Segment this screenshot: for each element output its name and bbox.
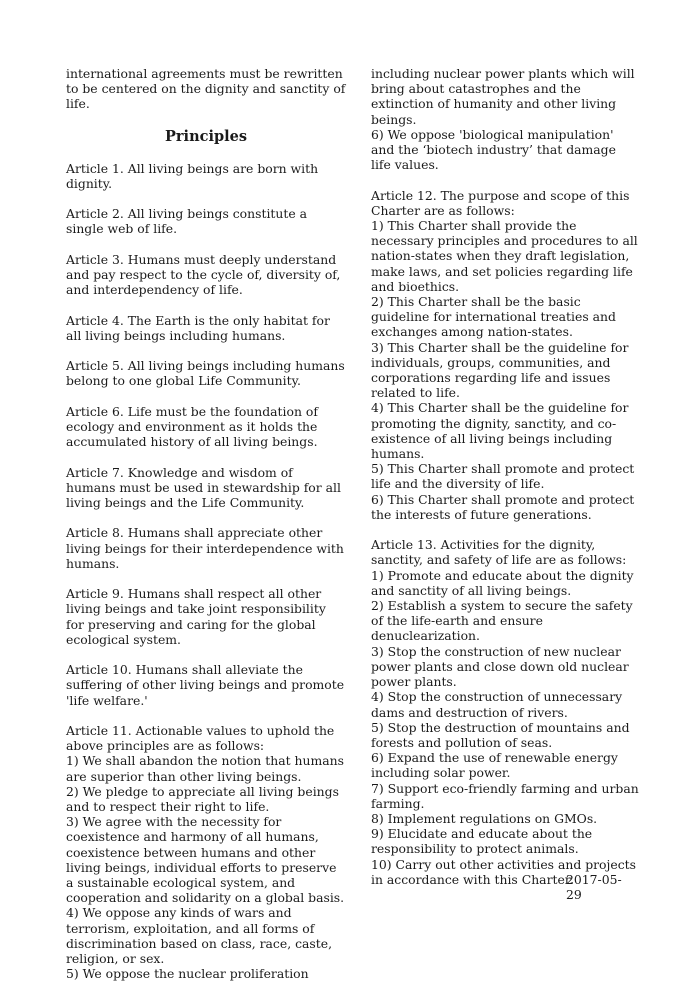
article-13-item: 6) Expand the use of renewable energy including solar power. [371,750,618,781]
article-10: Article 10. Humans shall alleviate the suffering of other living beings and promote 'life welfare.' [66,662,345,708]
article-13-intro: Article 13. Activities for the dignity, sanctity, and safety of life are as follows: [371,537,627,568]
document-date: 2017-05-29 [566,872,622,903]
section-heading: Principles [165,127,247,145]
article-9: Article 9. Humans shall respect all other living beings and take joint responsibility for preserving and caring for the global ecological system. [66,586,326,647]
article-11-item: 2) We pledge to appreciate all living beings and to respect their right to life. [66,783,339,814]
article-11-item: 5) We oppose the nuclear proliferation [66,966,309,982]
article-4: Article 4. The Earth is the only habitat for all living beings including humans. [66,312,330,343]
article-12-item: 5) This Charter shall promote and protect life and the diversity of life. [371,461,635,492]
article-13-item: 4) Stop the construction of unnecessary dams and destruction of rivers. [371,689,623,720]
article-13-item: 1) Promote and educate about the dignity and sanctity of all living beings. [371,567,634,598]
intro-paragraph: international agreements must be rewritten to be centered on the dignity and sanctity of life. [66,66,346,112]
article-12-intro: Article 12. The purpose and scope of this Charter are as follows: [371,187,630,218]
article-13-item: 7) Support eco-friendly farming and urban farming. [371,780,639,811]
article-11-item: 3) We agree with the necessity for coexistence and harmony of all humans, coexistence between humans and other living beings, individual efforts to preserve a sustainable ecological system, and cooperation and solidarity on a global basis. [66,814,345,906]
article-13-item: 10) Carry out other activities and projects in accordance with this Charter. [371,856,636,887]
article-11 [66,723,346,981]
article-11-intro: Article 11. Actionable values to uphold the above principles are as follows: [66,722,335,754]
article-1: Article 1. All living beings are born with dignity. [66,160,319,191]
article-7: Article 7. Knowledge and wisdom of humans must be used in stewardship for all living beings and the Life Community. [66,464,341,510]
article-11-item: 6) We oppose 'biological manipulation' and the ‘biotech industry’ that damage life values. [371,126,616,173]
article-12-item: 2) This Charter shall be the basic guideline for international treaties and exchanges among nation-states. [371,294,616,340]
article-13-item: 3) Stop the construction of new nuclear power plants and close down old nuclear power plants. [371,643,629,690]
article-13 [371,537,639,887]
article-11-item: 4) We oppose any kinds of wars and terrorism, exploitation, and all forms of discrimination based on class, race, caste, religion, or sex. [66,905,333,967]
article-5: Article 5. All living beings including humans belong to one global Life Community. [66,358,345,389]
article-11-item: including nuclear power plants which will bring about catastrophes and the extinction of humanity and other living beings. [371,66,635,127]
article-13-item: 8) Implement regulations on GMOs. [371,810,598,826]
article-8: Article 8. Humans shall appreciate other living beings for their interdependence with humans. [66,525,344,571]
left-column [66,66,346,981]
article-12-item: 1) This Charter shall provide the necessary principles and procedures to all nation-states when they draft legislation, make laws, and set policies regarding life and bioethics. [371,218,638,294]
article-11-continued [371,66,639,172]
article-12-item: 3) This Charter shall be the guideline for individuals, groups, communities, and corporations regarding life and issues related to life. [371,339,629,401]
article-2: Article 2. All living beings constitute a single web of life. [66,206,308,237]
article-13-item: 2) Establish a system to secure the safety of the life-earth and ensure denuclearization. [371,598,633,644]
article-12-item: 4) This Charter shall be the guideline for promoting the dignity, sanctity, and co-existence of all living beings including humans. [371,400,629,462]
article-6: Article 6. Life must be the foundation of ecology and environment as it holds the accumulated history of all living beings. [66,403,318,450]
article-13-item: 9) Elucidate and educate about the responsibility to protect animals. [371,826,593,857]
article-12 [371,188,639,522]
article-11-item: 1) We shall abandon the notion that humans are superior than other living beings. [66,753,344,784]
article-3: Article 3. Humans must deeply understand and pay respect to the cycle of, diversity of, and interdependency of life. [66,251,341,298]
article-13-item: 5) Stop the destruction of mountains and forests and pollution of seas. [371,719,630,750]
article-12-item: 6) This Charter shall promote and protect the interests of future generations. [371,491,635,522]
right-column [371,66,639,887]
